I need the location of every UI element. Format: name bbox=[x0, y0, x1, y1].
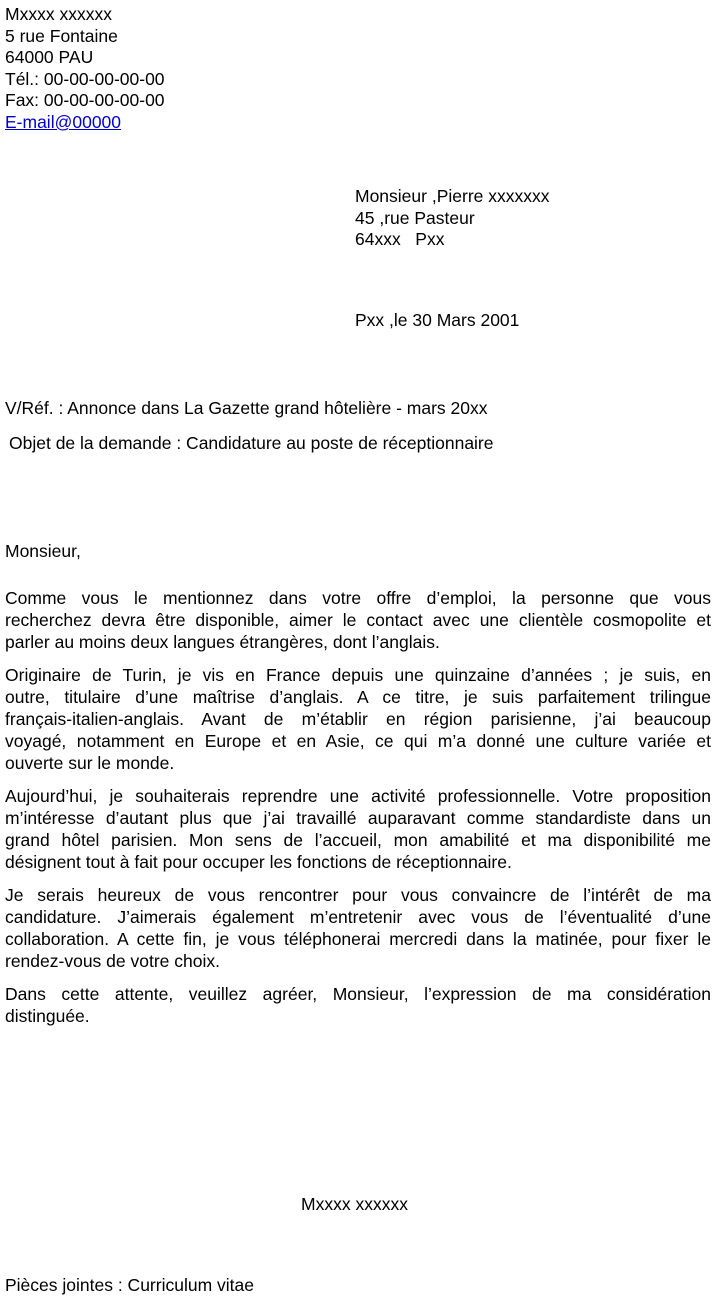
body-paragraph bbox=[5, 785, 711, 873]
signature: Mxxxx xxxxxx bbox=[301, 1194, 408, 1214]
text-line: désignent tout à fait pour occuper les fonctions de réceptionnaire. bbox=[5, 852, 512, 872]
recipient-name: Monsieur ,Pierre xxxxxxx bbox=[355, 186, 550, 206]
text-line: m’intéresse d’autant plus que j’ai travaillé auparavant comme standardiste dans un bbox=[5, 808, 711, 828]
text-line: Aujourd’hui, je souhaiterais reprendre une activité professionnelle. Votre proposition bbox=[5, 786, 711, 806]
subject-line: Objet de la demande : Candidature au poste de réceptionnaire bbox=[9, 433, 494, 453]
sender-name: Mxxxx xxxxxx bbox=[5, 4, 112, 24]
text-line: candidature. J’aimerais également m’entretenir avec vous de l’éventualité d’une bbox=[5, 907, 711, 927]
letter-date: Pxx ,le 30 Mars 2001 bbox=[355, 310, 520, 330]
text-line: voyagé, notamment en Europe et en Asie, ce qui m’a donné une culture variée et bbox=[5, 731, 711, 751]
sender-tel: Tél.: 00-00-00-00-00 bbox=[5, 68, 165, 89]
text-line: collaboration. A cette fin, je vous téléphonerai mercredi dans la matinée, pour fixer le bbox=[5, 929, 711, 949]
text-line: Dans cette attente, veuillez agréer, Monsieur, l’expression de ma considération bbox=[5, 984, 711, 1004]
text-line: Je serais heureux de vous rencontrer pour vous convaincre de l’intérêt de ma bbox=[5, 885, 711, 905]
text-line: parler au moins deux langues étrangères, dont l’anglais. bbox=[5, 632, 440, 652]
text-line: grand hôtel parisien. Mon sens de l’accueil, mon amabilité et ma disponibilité me bbox=[5, 830, 711, 850]
body-paragraph bbox=[5, 587, 711, 653]
text-line: ouverte sur le monde. bbox=[5, 753, 175, 773]
text-line: distinguée. bbox=[5, 1006, 90, 1026]
body-paragraph bbox=[5, 884, 711, 972]
text-line: français-italien-anglais. Avant de m’établir en région parisienne, j’ai beaucoup bbox=[5, 709, 711, 729]
text-line: rendez-vous de votre choix. bbox=[5, 951, 220, 971]
sender-city: 64000 PAU bbox=[5, 47, 94, 68]
letter-body bbox=[5, 587, 711, 1038]
text-line: Originaire de Turin, je vis en France depuis une quinzaine d’années ; je suis, en bbox=[5, 665, 711, 685]
recipient-city: 64xxx Pxx bbox=[355, 229, 445, 250]
sender-email-link[interactable]: E-mail@00000 bbox=[5, 111, 122, 132]
sender-block bbox=[5, 4, 165, 134]
body-paragraph bbox=[5, 664, 711, 774]
text-line: outre, titulaire d’une maîtrise d’anglais. A ce titre, je suis parfaitement trilingue bbox=[5, 687, 711, 707]
sender-fax: Fax: 00-00-00-00-00 bbox=[5, 90, 165, 111]
reference-line: V/Réf. : Annonce dans La Gazette grand hôtelière - mars 20xx bbox=[5, 398, 488, 418]
sender-street: 5 rue Fontaine bbox=[5, 25, 118, 46]
body-paragraph bbox=[5, 983, 711, 1027]
salutation: Monsieur, bbox=[5, 541, 81, 561]
text-line: recherchez devra être disponible, aimer le contact avec une clientèle cosmopolite et bbox=[5, 610, 711, 630]
attachments-line: Pièces jointes : Curriculum vitae bbox=[5, 1275, 254, 1295]
recipient-street: 45 ,rue Pasteur bbox=[355, 207, 475, 228]
text-line: Comme vous le mentionnez dans votre offre d’emploi, la personne que vous bbox=[5, 588, 711, 608]
recipient-block bbox=[355, 186, 550, 251]
